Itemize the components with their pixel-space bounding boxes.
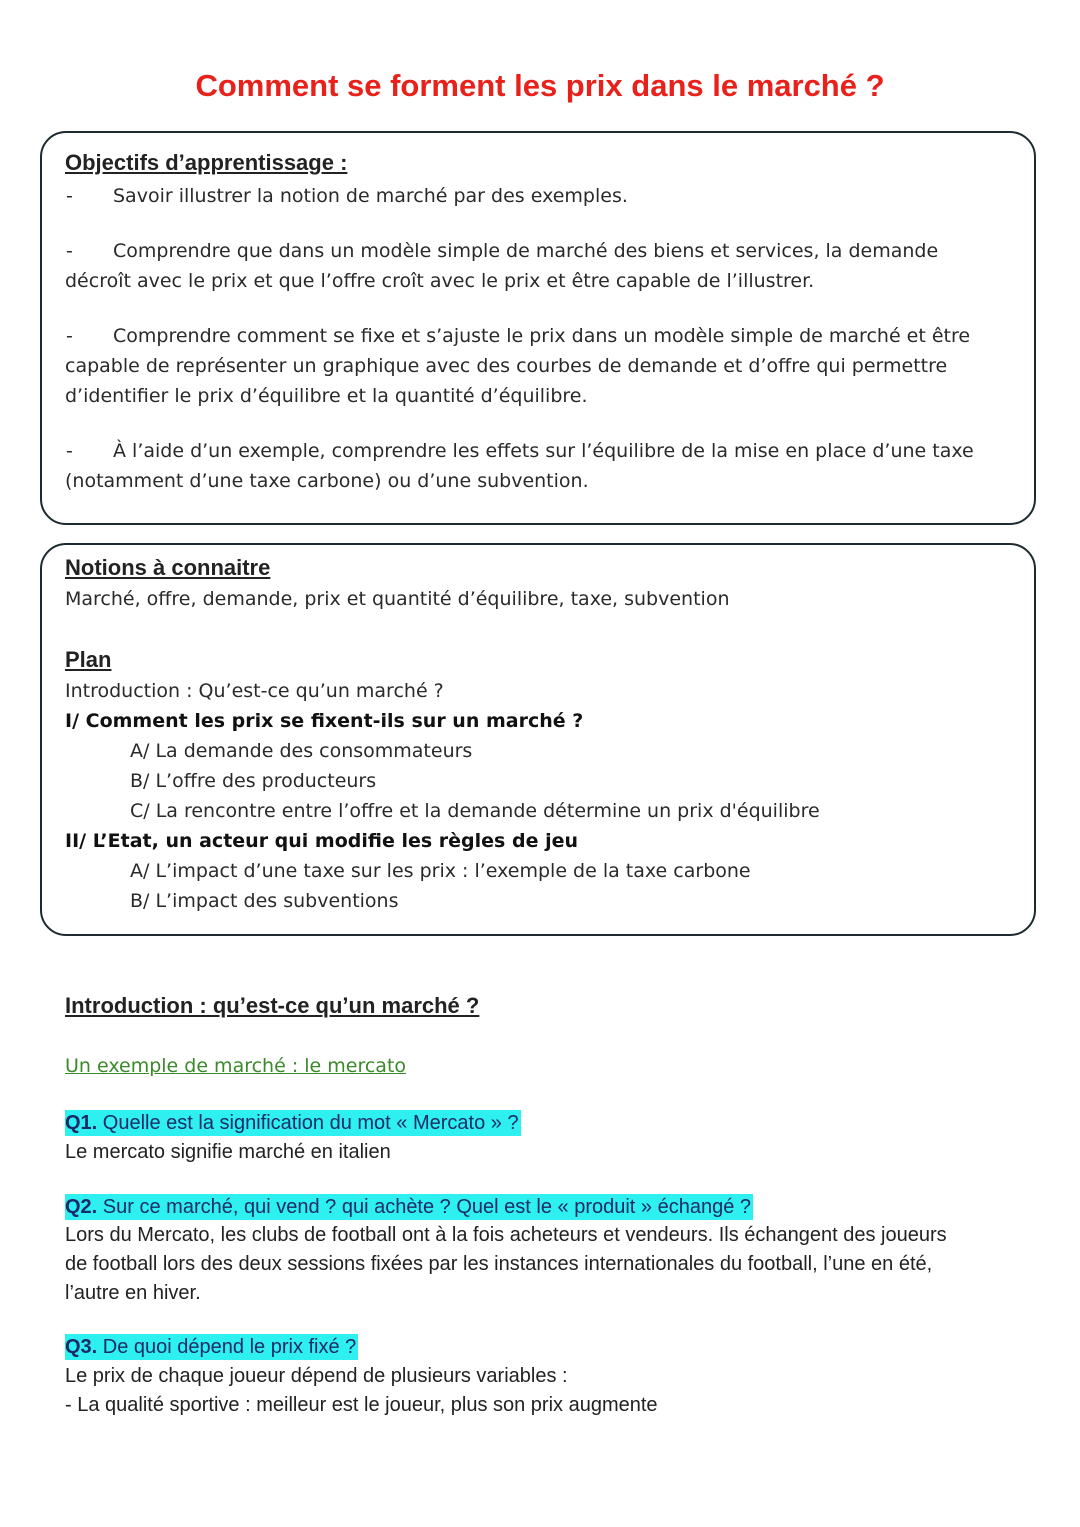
objective-dash: - bbox=[66, 325, 73, 347]
question-1-number: Q1. bbox=[65, 1112, 98, 1134]
question-3-number: Q3. bbox=[65, 1336, 98, 1358]
answer-2-line-1: Lors du Mercato, les clubs de football ont à la fois acheteurs et vendeurs. Ils échangent des joueurs bbox=[65, 1224, 947, 1246]
objective-4-line-1: À l’aide d’un exemple, comprendre les effets sur l’équilibre de la mise en place d’une taxe bbox=[113, 440, 974, 462]
objective-3-line-1: Comprendre comment se fixe et s’ajuste le prix dans un modèle simple de marché et être bbox=[113, 325, 971, 347]
question-1 bbox=[65, 1110, 521, 1136]
notions-heading: Notions à connaitre bbox=[65, 555, 271, 580]
plan-intro: Introduction : Qu’est-ce qu’un marché ? bbox=[65, 680, 444, 702]
example-subheading: Un exemple de marché : le mercato bbox=[65, 1055, 407, 1077]
objective-dash: - bbox=[66, 240, 73, 262]
objective-3-line-3: d’identifier le prix d’équilibre et la quantité d’équilibre. bbox=[65, 385, 588, 407]
question-2-text: Sur ce marché, qui vend ? qui achète ? Quel est le « produit » échangé ? bbox=[97, 1196, 751, 1218]
answer-2-line-3: l’autre en hiver. bbox=[65, 1282, 201, 1304]
objective-3-line-2: capable de représenter un graphique avec des courbes de demande et d’offre qui permettre bbox=[65, 355, 948, 377]
plan-heading: Plan bbox=[65, 647, 112, 672]
page-title: Comment se forment les prix dans le marché ? bbox=[195, 68, 885, 103]
notions-text: Marché, offre, demande, prix et quantité d’équilibre, taxe, subvention bbox=[65, 588, 730, 610]
answer-3-line-1: Le prix de chaque joueur dépend de plusieurs variables : bbox=[65, 1365, 568, 1387]
objectives-heading: Objectifs d’apprentissage : bbox=[65, 150, 348, 175]
plan-part-1-item: A/ La demande des consommateurs bbox=[130, 740, 473, 762]
objective-4-line-2: (notamment d’une taxe carbone) ou d’une subvention. bbox=[65, 470, 589, 492]
objective-1-line-1: Savoir illustrer la notion de marché par des exemples. bbox=[113, 185, 628, 207]
question-2 bbox=[65, 1194, 753, 1220]
question-1-text: Quelle est la signification du mot « Mercato » ? bbox=[97, 1112, 519, 1134]
introduction-heading: Introduction : qu’est-ce qu’un marché ? bbox=[65, 993, 480, 1018]
plan-part-1-item: C/ La rencontre entre l’offre et la demande détermine un prix d'équilibre bbox=[130, 800, 820, 822]
plan-part-2: II/ L’Etat, un acteur qui modifie les règles de jeu bbox=[65, 830, 579, 852]
objective-dash: - bbox=[66, 185, 73, 207]
plan-part-1: I/ Comment les prix se fixent-ils sur un marché ? bbox=[65, 710, 584, 732]
answer-2-line-2: de football lors des deux sessions fixées par les instances internationales du football, l’une en été, bbox=[65, 1253, 933, 1275]
question-2-number: Q2. bbox=[65, 1196, 98, 1218]
objective-dash: - bbox=[66, 440, 73, 462]
question-3-text: De quoi dépend le prix fixé ? bbox=[97, 1336, 357, 1358]
question-3 bbox=[65, 1334, 358, 1360]
answer-3-line-2: - La qualité sportive : meilleur est le joueur, plus son prix augmente bbox=[65, 1394, 658, 1416]
plan-part-1-item: B/ L’offre des producteurs bbox=[130, 770, 377, 792]
objective-2-line-1: Comprendre que dans un modèle simple de marché des biens et services, la demande bbox=[113, 240, 939, 262]
plan-part-2-item: A/ L’impact d’une taxe sur les prix : l’exemple de la taxe carbone bbox=[130, 860, 751, 882]
answer-1-line-1: Le mercato signifie marché en italien bbox=[65, 1141, 391, 1163]
objective-2-line-2: décroît avec le prix et que l’offre croît avec le prix et être capable de l’illustrer. bbox=[65, 270, 815, 292]
plan-part-2-item: B/ L’impact des subventions bbox=[130, 890, 399, 912]
